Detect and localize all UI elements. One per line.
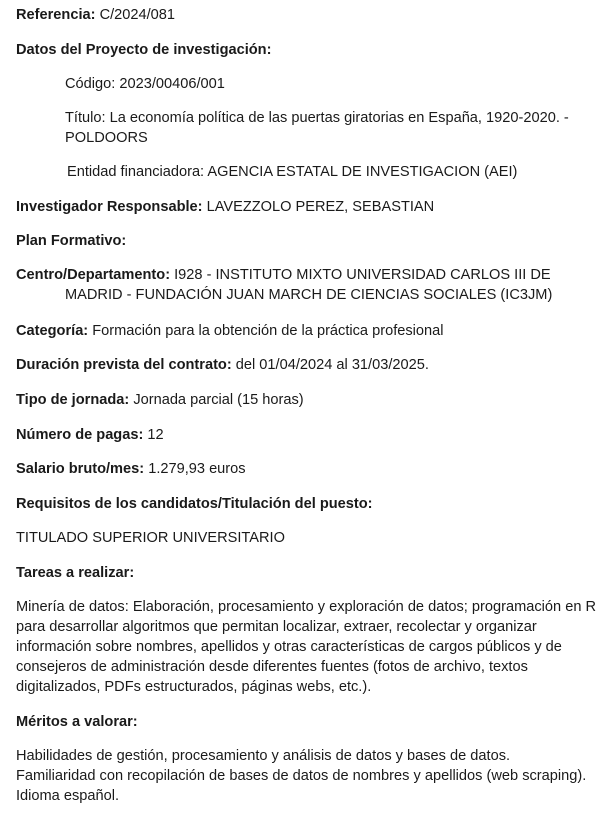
tareas-value: Minería de datos: Elaboración, procesamiento y exploración de datos; programación en R para desarrollar algoritmos que permitan localizar, extraer, recolectar y organizar información sobre nombres, apellidos y otras características de cargos públicos y de consejeros de administración desde diferentes fuentes (fotos de archivo, textos digitalizados, PDFs estructurados, páginas webs, etc.).	[16, 599, 597, 695]
proyecto-entidad: Entidad financiadora: AGENCIA ESTATAL DE INVESTIGACION (AEI)	[67, 164, 518, 180]
investigador-row	[16, 197, 599, 217]
jornada-label: Tipo de jornada:	[16, 392, 130, 408]
jornada-row	[16, 390, 599, 410]
pagas-label: Número de pagas:	[16, 427, 144, 443]
proyecto-codigo: Código: 2023/00406/001	[65, 76, 225, 92]
centro-value: I928 - INSTITUTO MIXTO UNIVERSIDAD CARLOS III DE MADRID - FUNDACIÓN JUAN MARCH DE CIENCIAS SOCIALES (IC3JM)	[65, 267, 553, 303]
requisitos-value: TITULADO SUPERIOR UNIVERSITARIO	[16, 530, 285, 546]
centro-row	[16, 265, 599, 305]
categoria-row	[16, 321, 599, 341]
referencia-label: Referencia:	[16, 7, 96, 23]
referencia-row	[16, 5, 599, 25]
centro-label: Centro/Departamento:	[16, 267, 171, 283]
proyecto-titulo: Título: La economía política de las puertas giratorias en España, 1920-2020. - POLDOORS	[65, 110, 569, 146]
referencia-value: C/2024/081	[99, 7, 176, 23]
salario-label: Salario bruto/mes:	[16, 461, 145, 477]
salario-row	[16, 459, 599, 479]
plan-formativo-label: Plan Formativo:	[16, 233, 127, 249]
categoria-label: Categoría:	[16, 323, 89, 339]
meritos-heading: Méritos a valorar:	[16, 714, 138, 730]
meritos-value: Habilidades de gestión, procesamiento y análisis de datos y bases de datos. Familiaridad con recopilación de bases de datos de nombres y apellidos (web scraping). Idioma español.	[16, 748, 587, 804]
plan-formativo-row	[16, 231, 599, 251]
tareas-heading: Tareas a realizar:	[16, 565, 135, 581]
salario-value: 1.279,93 euros	[148, 461, 246, 477]
investigador-value: LAVEZZOLO PEREZ, SEBASTIAN	[206, 199, 435, 215]
duracion-label: Duración prevista del contrato:	[16, 357, 232, 373]
investigador-label: Investigador Responsable:	[16, 199, 203, 215]
pagas-row	[16, 425, 599, 445]
datos-proyecto-heading: Datos del Proyecto de investigación:	[16, 42, 272, 58]
jornada-value: Jornada parcial (15 horas)	[133, 392, 304, 408]
requisitos-heading: Requisitos de los candidatos/Titulación del puesto:	[16, 496, 373, 512]
duracion-row	[16, 355, 599, 375]
categoria-value: Formación para la obtención de la práctica profesional	[92, 323, 444, 339]
duracion-value: del 01/04/2024 al 31/03/2025.	[235, 357, 429, 373]
pagas-value: 12	[147, 427, 164, 443]
